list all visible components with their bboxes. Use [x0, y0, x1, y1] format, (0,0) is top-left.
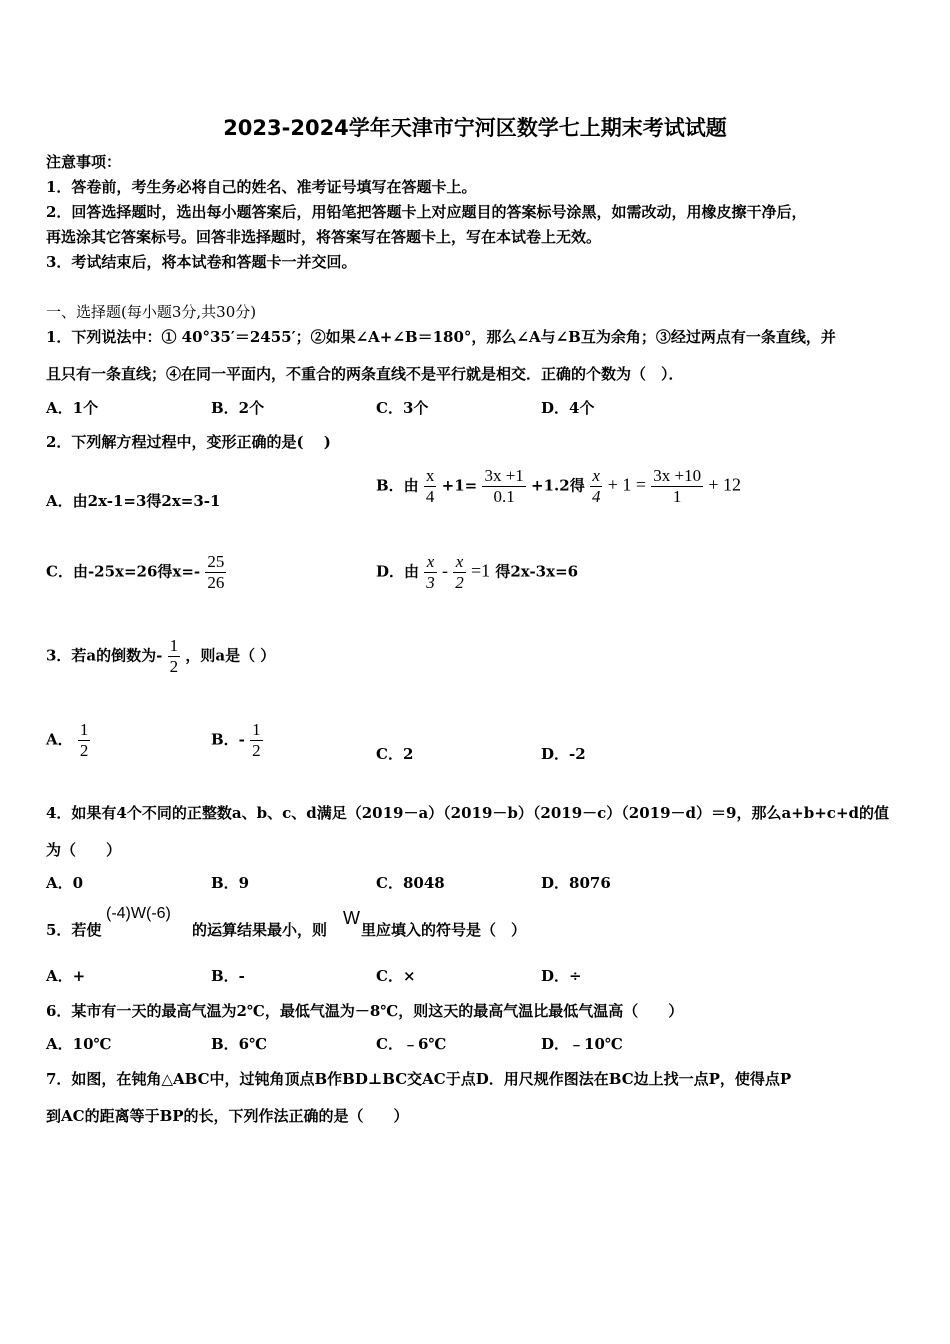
q5-option-c: C．×: [376, 967, 416, 985]
notice-heading: 注意事项：: [46, 153, 122, 171]
q4-option-b: B．9: [211, 874, 250, 892]
notice-line-2a: 2．回答选择题时，选出每小题答案后，用铅笔把答题卡上对应题目的答案标号涂黑，如需改动，用橡皮擦干净后，: [46, 203, 807, 221]
q2-d-minus: -: [441, 560, 448, 581]
q2-d-fraction-1: $\frac{x}{3}$: [426, 552, 435, 592]
q3-option-d: D．-2: [541, 745, 586, 763]
q2-c-fraction: $\frac{25}{26}$: [207, 552, 225, 592]
q3-b-fraction: $\frac{1}{2}$: [252, 720, 261, 760]
q2-option-b: [376, 466, 741, 507]
q2-option-a: A．由2x-1=3得2x=3-1: [46, 492, 221, 510]
q2-b-mid-1: +1=: [441, 476, 478, 495]
q5-option-b: B．-: [211, 967, 245, 985]
q3-a-fraction: $\frac{1}{2}$: [79, 720, 89, 760]
q3-stem-pre: 3．若a的倒数为-: [46, 646, 163, 665]
q2-d-fraction-2: $\frac{x}{2}$: [455, 552, 464, 592]
q6-option-a: A．10℃: [46, 1035, 112, 1053]
q3-b-label: B．-: [211, 730, 245, 749]
notice-line-2b: 再选涂其它答案标号。回答非选择题时，将答案写在答题卡上，写在本试卷上无效。: [46, 228, 602, 246]
q6-option-d: D．﹣10℃: [541, 1035, 623, 1053]
q5-symbol: W: [343, 908, 360, 928]
q1-option-c: C．3个: [376, 399, 429, 417]
q2-d-end: 得2x-3x=6: [495, 562, 579, 581]
q4-stem-line-1: 4．如果有4个不同的正整数a、b、c、d满足（2019－a）（2019－b）（2019－c）（2019－d）＝9，那么a+b+c+d的值: [46, 804, 889, 822]
page-title: 2023-2024学年天津市宁河区数学七上期末考试试题: [223, 116, 727, 140]
q3-a-label: A．: [46, 730, 73, 749]
q2-b-fraction-2: $\frac{3x +1}{0.1}$: [484, 466, 524, 506]
q6-stem: 6．某市有一天的最高气温为2℃，最低气温为－8℃，则这天的最高气温比最低气温高（ ）: [46, 1002, 684, 1020]
q3-option-b: [211, 720, 263, 761]
q3-option-c: C．2: [376, 745, 414, 763]
q2-b-mid-3: + 1 =: [607, 474, 646, 495]
q3-stem-fraction: $\frac{1}{2}$: [169, 636, 179, 676]
q5-stem-post: 里应填入的符号是（ ）: [361, 921, 527, 939]
q1-stem-line-1: 1．下列说法中：① 40°35′＝2455′；②如果∠A+∠B＝180°，那么∠A与∠B互为余角；③经过两点有一条直线，并: [46, 328, 836, 346]
q1-option-b: B．2个: [211, 399, 265, 417]
q2-b-fraction-3: $\frac{x}{4}$: [591, 466, 601, 506]
q5-stem-mid: 的运算结果最小，则: [192, 921, 328, 939]
q2-b-fraction-4: $\frac{3x +10}{1}$: [653, 466, 702, 506]
q2-d-prefix: D．由: [376, 562, 420, 581]
q2-stem: 2．下列解方程过程中，变形正确的是( ): [46, 433, 331, 451]
q3-stem: [46, 636, 275, 677]
q2-d-equals: =1: [470, 560, 491, 581]
section-heading: 一、选择题(每小题3分,共30分): [46, 303, 257, 321]
q1-stem-line-2: 且只有一条直线；④在同一平面内，不重合的两条直线不是平行就是相交．正确的个数为（ ）．: [46, 365, 684, 383]
q2-b-prefix: B．由: [376, 476, 419, 495]
q4-stem-line-2: 为（ ）: [46, 841, 122, 859]
notice-line-1: 1．答卷前，考生务必将自己的姓名、准考证号填写在答题卡上。: [46, 178, 477, 196]
q2-b-fraction-1: $\frac{x}{4}$: [425, 466, 435, 506]
q2-option-d: [376, 552, 578, 593]
q5-option-a: A．+: [46, 967, 86, 985]
q5-stem-pre: 5．若使: [46, 921, 102, 939]
q2-b-end: + 12: [708, 474, 741, 495]
q1-option-a: A．1个: [46, 399, 99, 417]
q2-c-prefix: C．由-25x=26得x=-: [46, 562, 201, 581]
q3-option-a: [46, 720, 90, 761]
q7-stem-line-2: 到AC的距离等于BP的长，下列作法正确的是（ ）: [46, 1107, 409, 1125]
q6-option-c: C．﹣6℃: [376, 1035, 447, 1053]
q6-option-b: B．6℃: [211, 1035, 268, 1053]
q1-option-d: D．4个: [541, 399, 595, 417]
q4-option-a: A．0: [46, 874, 84, 892]
q2-option-c: [46, 552, 226, 593]
q4-option-d: D．8076: [541, 874, 611, 892]
q7-stem-line-1: 7．如图，在钝角△ABC中，过钝角顶点B作BD⊥BC交AC于点D．用尺规作图法在BC边上找一点P，使得点P: [46, 1070, 792, 1088]
q5-option-d: D．÷: [541, 967, 582, 985]
notice-line-3: 3．考试结束后，将本试卷和答题卡一并交回。: [46, 253, 357, 271]
q2-b-mid-2: +1.2得: [531, 476, 585, 495]
q3-stem-post: ，则a是（ ）: [185, 646, 276, 665]
q4-option-c: C．8048: [376, 874, 445, 892]
q5-expression: (-4)W(-6): [106, 905, 171, 922]
